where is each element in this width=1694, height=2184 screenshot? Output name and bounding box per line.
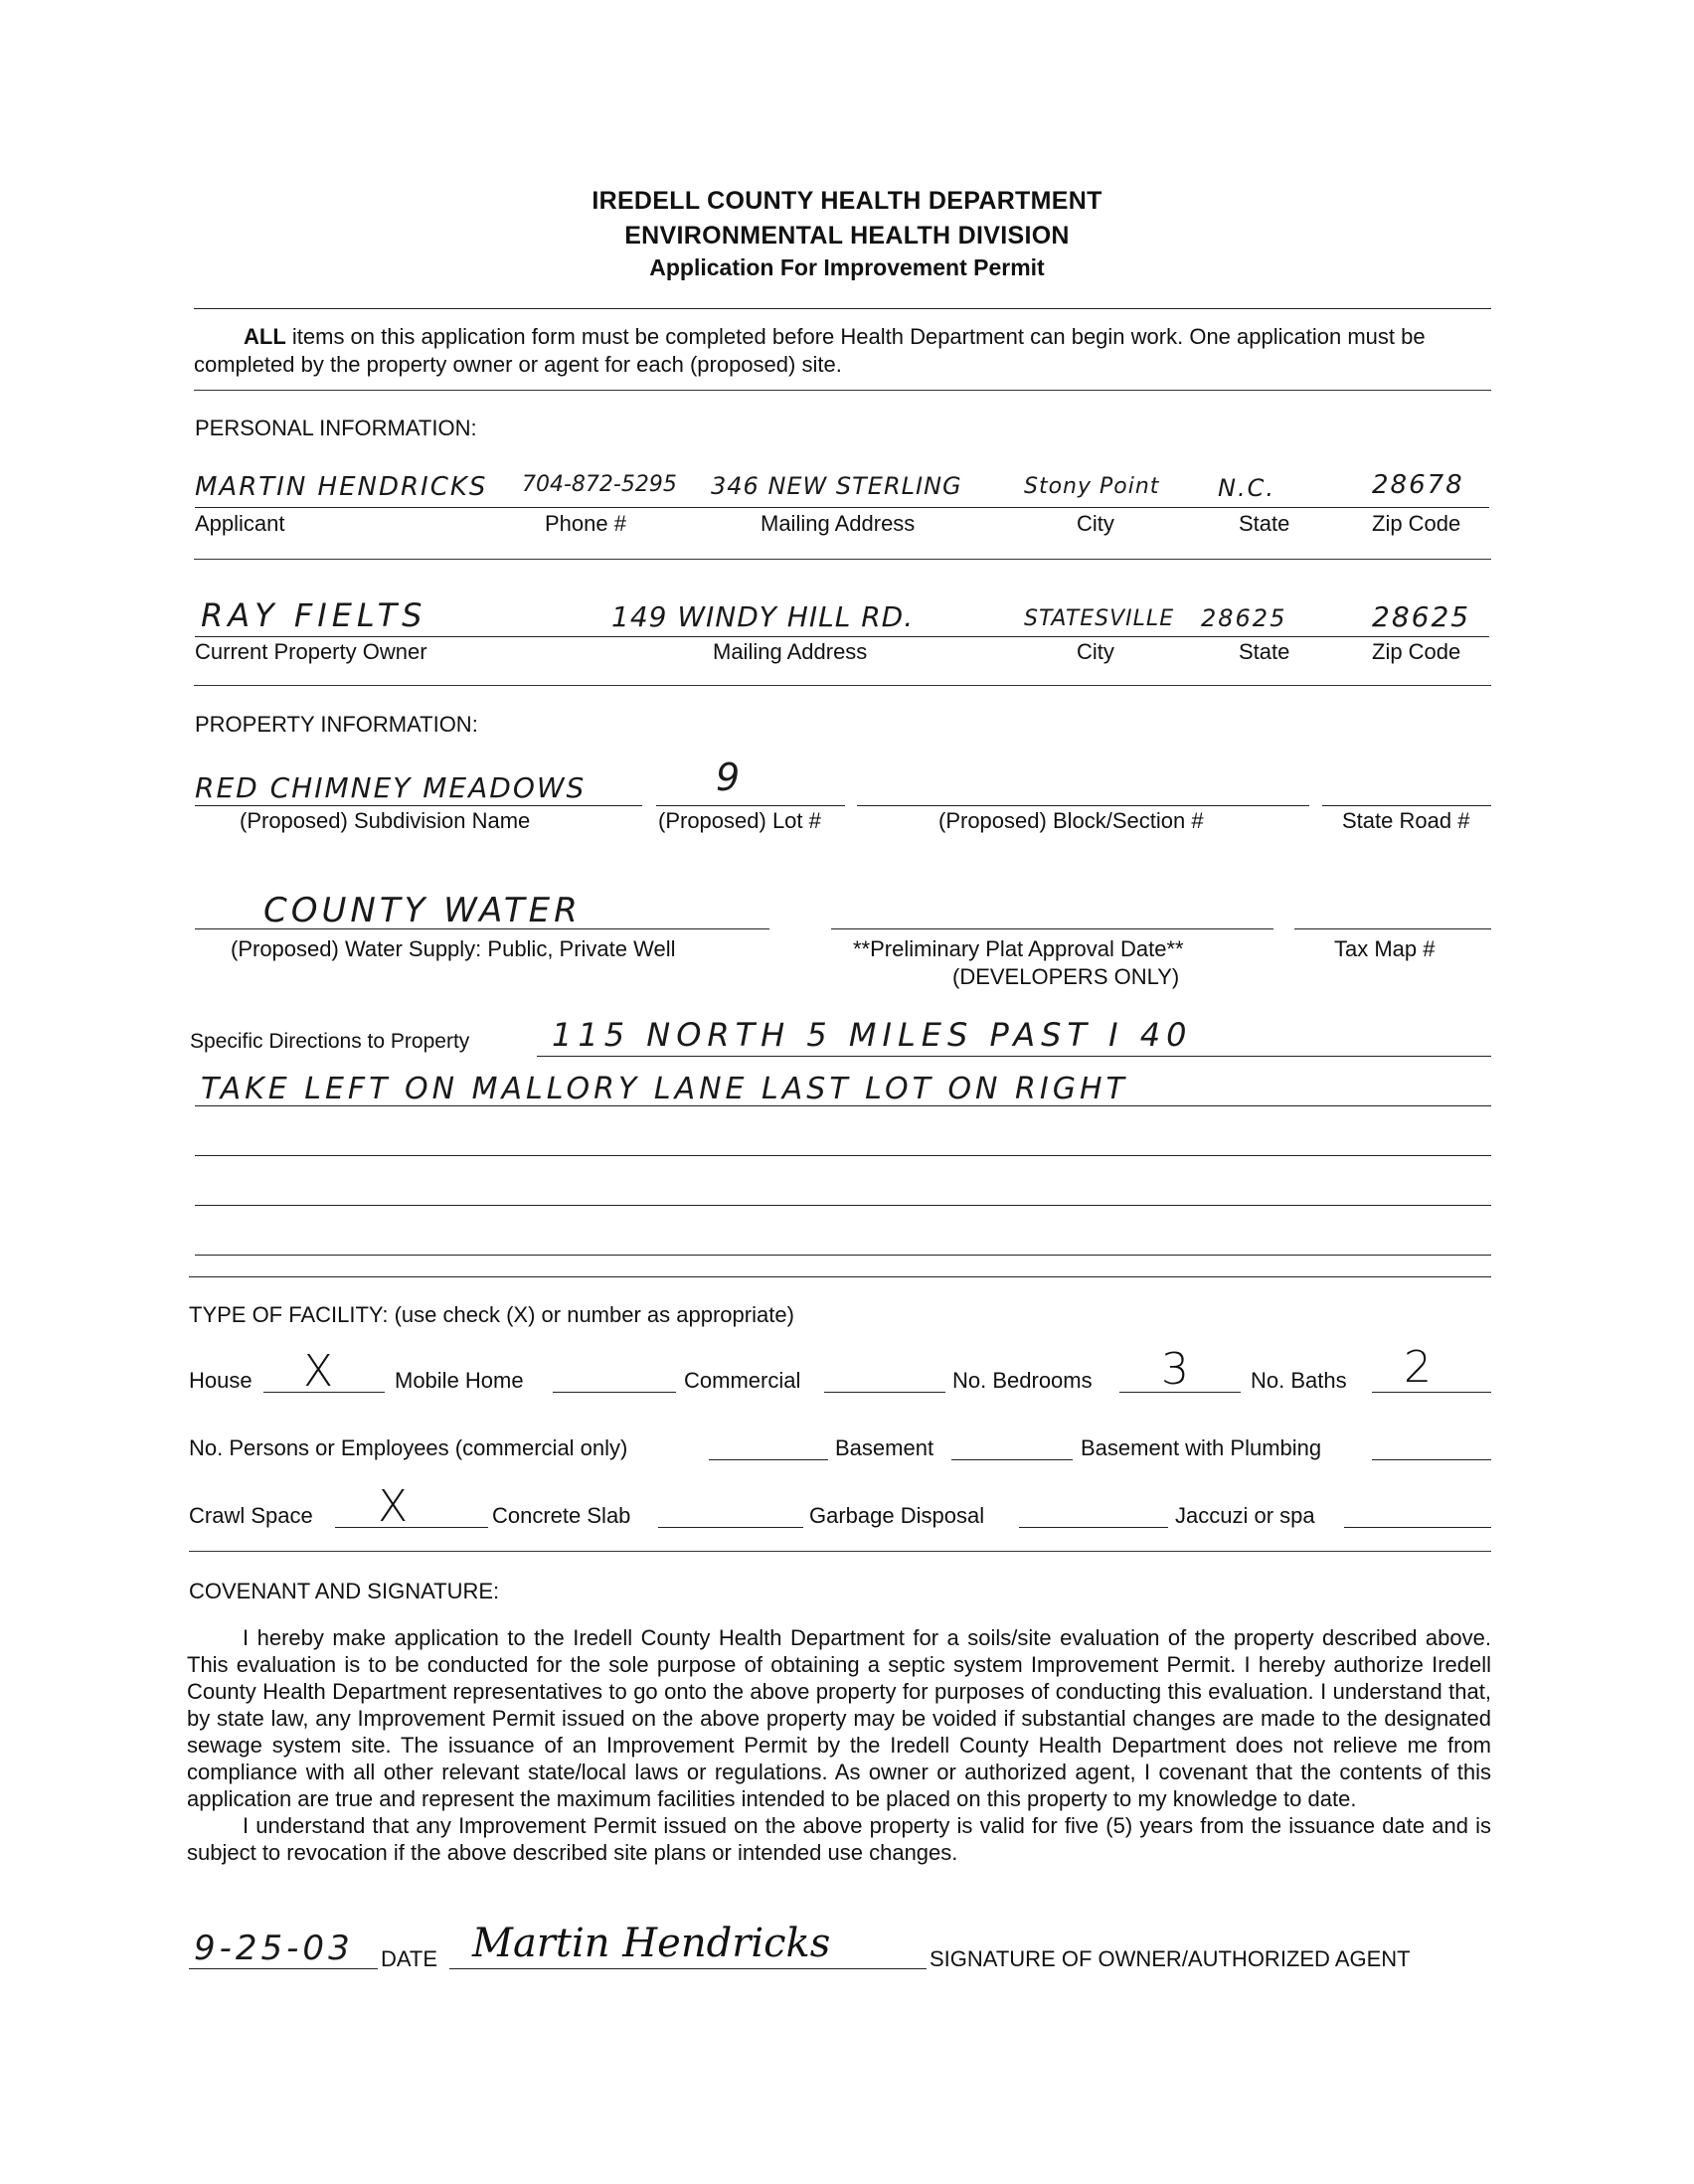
block-line — [857, 805, 1309, 806]
subdivision-line — [195, 805, 642, 806]
label-owner-zip: Zip Code — [1372, 639, 1461, 664]
directions-handwritten-1: 115 NORTH 5 MILES PAST I 40 — [552, 1016, 1193, 1054]
label-state: State — [1239, 511, 1290, 536]
directions-line-3 — [195, 1155, 1491, 1156]
label-directions: Specific Directions to Property — [190, 1030, 470, 1053]
crawl-line — [335, 1527, 488, 1528]
directions-line-2 — [195, 1105, 1491, 1106]
road-line — [1322, 805, 1491, 806]
label-owner-city: City — [1077, 639, 1114, 664]
division-title: ENVIRONMENTAL HEALTH DIVISION — [624, 222, 1070, 250]
label-concrete-slab: Concrete Slab — [492, 1503, 631, 1528]
signature-handwritten: Martin Hendricks — [472, 1921, 831, 1966]
persons-line — [709, 1459, 828, 1460]
date-handwritten: 9-25-03 — [194, 1929, 354, 1968]
signature-line — [449, 1968, 927, 1969]
taxmap-line — [1294, 928, 1491, 929]
applicant-line — [195, 507, 1489, 508]
bedrooms-value: 3 — [1161, 1344, 1189, 1395]
label-state-road: State Road # — [1342, 808, 1470, 833]
facility-heading: TYPE OF FACILITY: (use check (X) or number as appropriate) — [189, 1302, 794, 1327]
property-heading: PROPERTY INFORMATION: — [195, 712, 478, 737]
label-mailing-address: Mailing Address — [761, 511, 916, 536]
label-block: (Proposed) Block/Section # — [938, 808, 1204, 833]
directions-handwritten-2: TAKE LEFT ON MALLORY LANE LAST LOT ON RIGHT — [201, 1072, 1128, 1106]
label-city: City — [1077, 511, 1114, 536]
directions-line-5 — [195, 1255, 1491, 1256]
facility-divider — [189, 1551, 1491, 1552]
label-phone: Phone # — [545, 511, 626, 536]
label-house: House — [189, 1368, 253, 1393]
label-bedrooms: No. Bedrooms — [952, 1368, 1093, 1393]
plat-line — [831, 928, 1273, 929]
intro-body: items on this application form must be completed before Health Department can begin work. One application must be completed by the property owner or agent for each (proposed) site. — [194, 324, 1426, 377]
house-check: X — [303, 1346, 334, 1397]
lot-line — [656, 805, 845, 806]
intro-bold: ALL — [244, 324, 286, 349]
applicant-phone-handwritten: 704-872-5295 — [522, 472, 677, 497]
covenant-heading: COVENANT AND SIGNATURE: — [189, 1579, 500, 1603]
applicant-address-handwritten: 346 NEW STERLING — [711, 472, 962, 500]
label-plat-approval: **Preliminary Plat Approval Date** — [853, 936, 1184, 961]
label-owner-mailing-address: Mailing Address — [713, 639, 868, 664]
covenant-paragraph-2: I understand that any Improvement Permit issued on the above property is valid for five (5) years from the issuance date and is subject to revocation if the above described site plans or intended use changes. — [187, 1813, 1491, 1865]
applicant-zip-handwritten: 28678 — [1372, 470, 1464, 500]
personal-heading: PERSONAL INFORMATION: — [195, 416, 477, 440]
owner-line — [195, 636, 1489, 637]
label-baths: No. Baths — [1251, 1368, 1347, 1393]
header-divider — [194, 308, 1491, 309]
intro-divider — [194, 390, 1491, 391]
lot-handwritten: 9 — [716, 756, 743, 799]
label-date: DATE — [381, 1946, 438, 1971]
label-crawl-space: Crawl Space — [189, 1503, 313, 1528]
directions-line-6 — [189, 1276, 1491, 1277]
garbage-line — [1019, 1527, 1168, 1528]
slab-line — [658, 1527, 803, 1528]
date-line — [189, 1968, 378, 1969]
owner-state-handwritten: 28625 — [1201, 604, 1287, 632]
label-garbage-disposal: Garbage Disposal — [809, 1503, 985, 1528]
label-persons: No. Persons or Employees (commercial only) — [189, 1435, 628, 1460]
baths-line — [1372, 1392, 1491, 1393]
applicant-state-handwritten: N.C. — [1218, 474, 1275, 502]
covenant-paragraph-1: I hereby make application to the Iredell County Health Department for a soils/site evaluation of the property described above. This evaluation is to be conducted for the sole purpose of obtaining a septic system Improvement Permit. I hereby authorize Iredell County Health Department representatives to go onto the above property for purposes of conducting this evaluation. I understand that, by state law, any Improvement Permit issued on the above property may be voided if substantial changes are made to the designated sewage system site. The issuance of an Improvement Permit by the Iredell County Health Department does not relieve me from compliance with all other relevant state/local laws or regulations. As owner or authorized agent, I covenant that the contents of this application are true and represent the maximum facilities intended to be placed on this property to my knowledge to date. — [187, 1625, 1491, 1811]
label-commercial: Commercial — [684, 1368, 801, 1393]
commercial-line — [824, 1392, 945, 1393]
owner-city-handwritten: STATESVILLE — [1024, 606, 1175, 631]
label-current-owner: Current Property Owner — [195, 639, 427, 664]
owner-address-handwritten: 149 WINDY HILL RD. — [611, 600, 915, 633]
label-developers-only: (DEVELOPERS ONLY) — [952, 964, 1180, 989]
water-line — [195, 928, 769, 929]
water-supply-handwritten: COUNTY WATER — [263, 891, 582, 930]
label-zip: Zip Code — [1372, 511, 1461, 536]
directions-line-4 — [195, 1205, 1491, 1206]
label-jacuzzi: Jaccuzi or spa — [1175, 1503, 1315, 1528]
owner-name-handwritten: RAY FIELTS — [201, 596, 427, 634]
applicant-divider — [194, 559, 1491, 560]
label-lot: (Proposed) Lot # — [658, 808, 821, 833]
label-mobile-home: Mobile Home — [395, 1368, 524, 1393]
jacuzzi-line — [1344, 1527, 1491, 1528]
department-title: IREDELL COUNTY HEALTH DEPARTMENT — [592, 187, 1102, 215]
basement-plumbing-line — [1372, 1459, 1491, 1460]
mobile-line — [553, 1392, 676, 1393]
directions-line-1 — [537, 1056, 1491, 1057]
owner-divider — [194, 685, 1491, 686]
label-water-supply: (Proposed) Water Supply: Public, Private Well — [231, 936, 676, 961]
intro-text — [194, 323, 1491, 379]
crawl-check: X — [378, 1481, 409, 1532]
form-title: Application For Improvement Permit — [649, 254, 1045, 280]
label-basement-plumbing: Basement with Plumbing — [1081, 1435, 1322, 1460]
label-owner-state: State — [1239, 639, 1290, 664]
label-signature: SIGNATURE OF OWNER/AUTHORIZED AGENT — [930, 1946, 1411, 1971]
label-basement: Basement — [835, 1435, 934, 1460]
label-applicant: Applicant — [195, 511, 285, 536]
label-subdivision: (Proposed) Subdivision Name — [240, 808, 531, 833]
owner-zip-handwritten: 28625 — [1372, 600, 1471, 633]
applicant-city-handwritten: Stony Point — [1024, 474, 1160, 499]
baths-value: 2 — [1404, 1342, 1432, 1393]
covenant-text — [187, 1624, 1491, 1866]
label-tax-map: Tax Map # — [1334, 936, 1436, 961]
applicant-name-handwritten: MARTIN HENDRICKS — [195, 472, 488, 502]
basement-line — [951, 1459, 1073, 1460]
subdivision-handwritten: RED CHIMNEY MEADOWS — [195, 771, 587, 804]
